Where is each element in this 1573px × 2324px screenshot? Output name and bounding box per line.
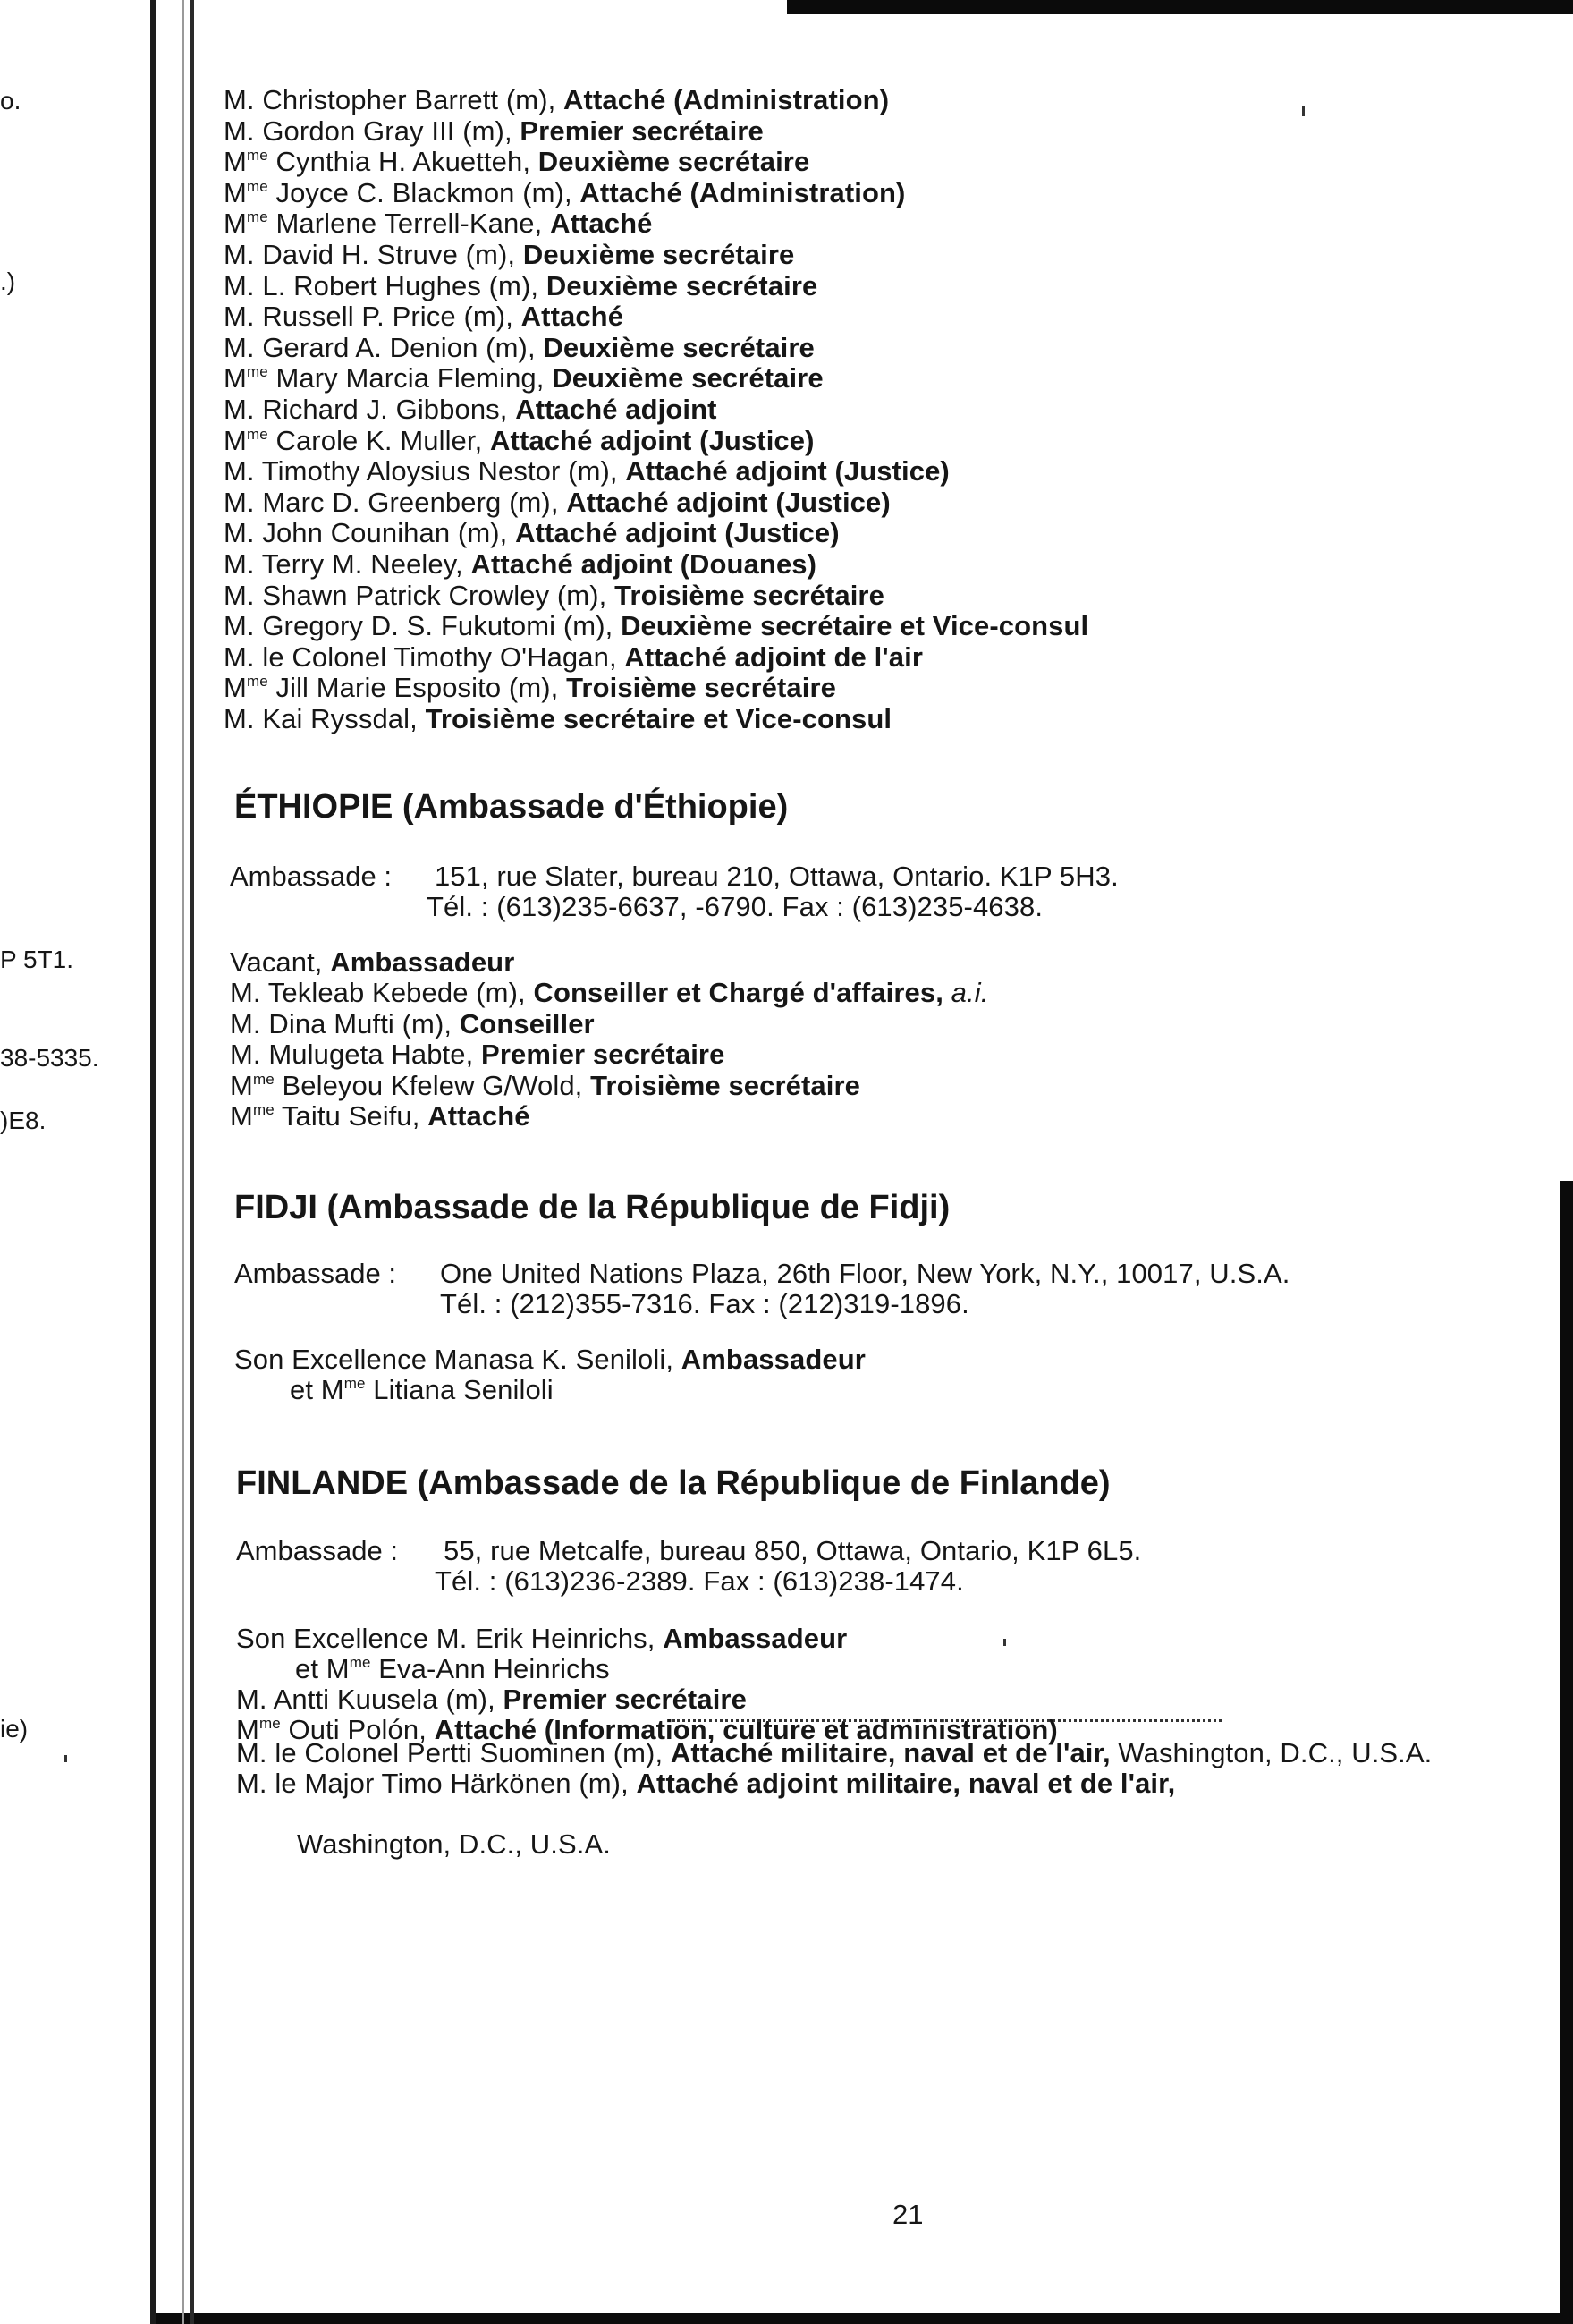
person-name: M. le Colonel Pertti Suominen (m), xyxy=(236,1737,671,1768)
military-line xyxy=(236,1737,1432,1769)
person-name: Vacant, xyxy=(230,946,331,978)
person-name: M. John Counihan (m), xyxy=(224,517,516,549)
location-text: Washington, D.C., U.S.A. xyxy=(1110,1737,1433,1768)
position-title: Premier secrétaire xyxy=(520,115,764,147)
embassy-label: Ambassade : xyxy=(236,1535,398,1566)
person-name: M. Kai Ryssdal, xyxy=(224,703,426,734)
staff-line xyxy=(224,270,817,302)
person-name: M. Gregory D. S. Fukutomi (m), xyxy=(224,610,622,642)
person-name: et M xyxy=(290,1374,344,1405)
position-title: Deuxième secrétaire xyxy=(552,362,824,394)
honorific-superscript: me xyxy=(246,363,268,381)
position-title: Attaché xyxy=(550,208,653,240)
position-title: Attaché (Administration) xyxy=(563,84,890,115)
position-title: Attaché adjoint (Justice) xyxy=(566,486,891,518)
person-name: M. L. Robert Hughes (m), xyxy=(224,269,546,301)
person-name: et M xyxy=(295,1653,350,1684)
person-name: M xyxy=(224,176,247,208)
person-name: Beleyou Kfelew G/Wold, xyxy=(274,1069,591,1101)
person-name: M. Mulugeta Habte, xyxy=(230,1039,482,1071)
honorific-superscript: me xyxy=(349,1654,371,1671)
position-title: Attaché xyxy=(520,301,624,333)
person-name: M. le Colonel Timothy O'Hagan, xyxy=(224,640,625,673)
embassy-label: Ambassade : xyxy=(234,1258,396,1289)
honorific-superscript: me xyxy=(246,425,268,443)
person-name: Marlene Terrell-Kane, xyxy=(267,208,551,240)
section-heading-ethiopie: ÉTHIOPIE (Ambassade d'Éthiopie) xyxy=(234,788,789,826)
section-heading-finlande: FINLANDE (Ambassade de la République de Finlande) xyxy=(236,1464,1111,1502)
person-name: Cynthia H. Akuetteh, xyxy=(267,146,538,178)
staff-line xyxy=(230,946,514,979)
position-title: Attaché adjoint (Justice) xyxy=(625,455,950,488)
person-name: Jill Marie Esposito (m), xyxy=(267,672,567,704)
honorific-superscript: me xyxy=(343,1375,366,1392)
person-name: M. David H. Struve (m), xyxy=(224,239,523,270)
embassy-phone: Tél. : (613)236-2389. Fax : (613)238-1474. xyxy=(435,1565,964,1597)
binding-gutter-shadow xyxy=(182,0,184,2324)
staff-line xyxy=(224,641,923,674)
honorific-superscript: me xyxy=(246,177,268,195)
position-title: Attaché xyxy=(427,1100,530,1132)
person-name: Eva-Ann Heinrichs xyxy=(370,1653,610,1684)
person-name: M. Shawn Patrick Crowley (m), xyxy=(224,579,615,611)
position-title: Attaché adjoint (Justice) xyxy=(515,517,840,549)
person-name: Son Excellence M. Erik Heinrichs, xyxy=(236,1623,664,1654)
honorific-superscript: me xyxy=(246,147,268,165)
position-title: Attaché adjoint de l'air xyxy=(624,640,923,673)
person-name: M. Dina Mufti (m), xyxy=(230,1007,460,1039)
person-name: M. Richard J. Gibbons, xyxy=(224,394,516,425)
honorific-superscript: me xyxy=(252,1070,275,1088)
person-name: M. Russell P. Price (m), xyxy=(224,301,521,333)
staff-line xyxy=(224,703,892,735)
scan-edge-right xyxy=(1560,1181,1573,2324)
person-name: M xyxy=(224,208,247,240)
position-qualifier: a.i. xyxy=(951,977,989,1009)
staff-line xyxy=(224,84,889,116)
position-title: Ambassadeur xyxy=(663,1623,848,1654)
position-title: Deuxième secrétaire et Vice-consul xyxy=(621,610,1089,642)
scan-edge-top xyxy=(787,0,1573,14)
embassy-address: One United Nations Plaza, 26th Floor, New York, N.Y., 10017, U.S.A. xyxy=(440,1258,1290,1289)
staff-line xyxy=(224,146,809,178)
spouse-line xyxy=(295,1653,610,1685)
staff-line xyxy=(224,610,1088,642)
person-name: M xyxy=(224,146,247,178)
person-name: M xyxy=(224,362,247,394)
scan-speck xyxy=(64,1755,67,1762)
margin-fragment: .) xyxy=(0,267,16,295)
person-name: Mary Marcia Fleming, xyxy=(267,362,553,394)
position-title: Deuxième secrétaire xyxy=(537,146,810,178)
position-title: Attaché adjoint (Douanes) xyxy=(470,548,817,580)
staff-line xyxy=(224,425,815,457)
staff-line xyxy=(224,455,950,488)
position-title: Premier secrétaire xyxy=(481,1039,725,1071)
honorific-superscript: me xyxy=(252,1101,275,1118)
person-name: M. le Major Timo Härkönen (m), xyxy=(236,1768,637,1799)
staff-line xyxy=(224,517,840,549)
staff-line xyxy=(224,487,891,519)
military-line xyxy=(236,1768,1175,1800)
position-title: Attaché adjoint (Justice) xyxy=(490,424,815,456)
staff-line xyxy=(230,1100,530,1132)
person-name: M. Gordon Gray III (m), xyxy=(224,115,520,147)
staff-line xyxy=(230,1039,724,1071)
position-title: Premier secrétaire xyxy=(503,1684,747,1715)
staff-line xyxy=(224,115,764,148)
page-number: 21 xyxy=(892,2199,924,2230)
dotted-separator xyxy=(672,1719,1222,1722)
scan-speck xyxy=(1003,1639,1006,1646)
scan-speck xyxy=(1302,106,1305,116)
person-name: M. Marc D. Greenberg (m), xyxy=(224,486,567,518)
person-name: M. Timothy Aloysius Nestor (m), xyxy=(224,455,626,488)
margin-fragment: o. xyxy=(0,87,21,115)
staff-line xyxy=(224,301,623,333)
position-title: Attaché adjoint militaire, naval et de l'air, xyxy=(636,1768,1176,1799)
person-name: Joyce C. Blackmon (m), xyxy=(267,176,580,208)
staff-line xyxy=(230,1008,595,1040)
section-heading-fidji: FIDJI (Ambassade de la République de Fidji) xyxy=(234,1189,951,1226)
person-name: Son Excellence Manasa K. Seniloli, xyxy=(234,1344,681,1375)
binding-gutter-line xyxy=(190,0,194,2324)
position-title: Deuxième secrétaire xyxy=(522,239,795,270)
staff-line xyxy=(224,580,884,612)
scan-edge-bottom xyxy=(150,2313,1573,2324)
position-title: Conseiller xyxy=(459,1007,595,1039)
person-name: M xyxy=(230,1100,253,1132)
position-title: Conseiller et Chargé d'affaires, xyxy=(533,977,951,1009)
position-title: Attaché (Administration) xyxy=(579,176,906,208)
person-name: Outi Polón, xyxy=(280,1714,435,1745)
staff-line xyxy=(224,332,815,364)
staff-line xyxy=(236,1684,747,1716)
position-title: Ambassadeur xyxy=(330,946,515,978)
honorific-superscript: me xyxy=(258,1715,281,1732)
ambassador-line xyxy=(236,1623,847,1655)
margin-fragment: 38-5335. xyxy=(0,1044,99,1072)
person-name: M. Christopher Barrett (m), xyxy=(224,84,564,115)
margin-fragment: P 5T1. xyxy=(0,946,73,973)
staff-line xyxy=(224,672,836,704)
margin-fragment: )E8. xyxy=(0,1107,47,1134)
person-name: Carole K. Muller, xyxy=(267,424,491,456)
position-title: Troisième secrétaire xyxy=(614,579,884,611)
person-name: M xyxy=(224,672,247,704)
staff-line xyxy=(224,239,794,271)
embassy-phone: Tél. : (613)235-6637, -6790. Fax : (613)235-4638. xyxy=(427,891,1044,922)
position-title: Attaché militaire, naval et de l'air, xyxy=(670,1737,1111,1768)
person-name: M. Terry M. Neeley, xyxy=(224,548,471,580)
honorific-superscript: me xyxy=(246,673,268,691)
staff-line xyxy=(224,362,824,394)
person-name: M. Tekleab Kebede (m), xyxy=(230,977,534,1009)
position-title: Troisième secrétaire xyxy=(590,1069,860,1101)
position-title: Deuxième secrétaire xyxy=(545,269,818,301)
embassy-address: 151, rue Slater, bureau 210, Ottawa, Ontario. K1P 5H3. xyxy=(435,861,1119,892)
person-name: M xyxy=(224,424,247,456)
ambassador-line xyxy=(234,1344,866,1376)
person-name: M xyxy=(236,1714,259,1745)
staff-line xyxy=(224,548,816,581)
embassy-address: 55, rue Metcalfe, bureau 850, Ottawa, Ontario, K1P 6L5. xyxy=(444,1535,1142,1566)
honorific-superscript: me xyxy=(246,208,268,226)
position-title: Attaché (Information, culture et administration) xyxy=(434,1714,1058,1745)
person-name: M. Antti Kuusela (m), xyxy=(236,1684,503,1715)
person-name: M xyxy=(230,1069,253,1101)
person-name: M. Gerard A. Denion (m), xyxy=(224,331,544,363)
staff-line xyxy=(230,977,988,1009)
person-name: Litiana Seniloli xyxy=(365,1374,554,1405)
binding-gutter-line xyxy=(150,0,156,2324)
staff-line xyxy=(224,208,652,240)
margin-fragment: ie) xyxy=(0,1715,29,1743)
embassy-phone: Tél. : (212)355-7316. Fax : (212)319-1896. xyxy=(440,1288,969,1319)
position-title: Ambassadeur xyxy=(681,1344,866,1375)
position-title: Troisième secrétaire xyxy=(566,672,836,704)
staff-line xyxy=(224,394,717,426)
person-name: Taitu Seifu, xyxy=(274,1100,428,1132)
spouse-line xyxy=(290,1374,554,1406)
staff-line xyxy=(230,1070,860,1102)
position-title: Troisième secrétaire et Vice-consul xyxy=(425,703,892,734)
military-location-cont: Washington, D.C., U.S.A. xyxy=(297,1828,611,1860)
embassy-label: Ambassade : xyxy=(230,861,392,892)
position-title: Deuxième secrétaire xyxy=(543,331,815,363)
staff-line xyxy=(224,177,905,209)
position-title: Attaché adjoint xyxy=(515,394,717,425)
